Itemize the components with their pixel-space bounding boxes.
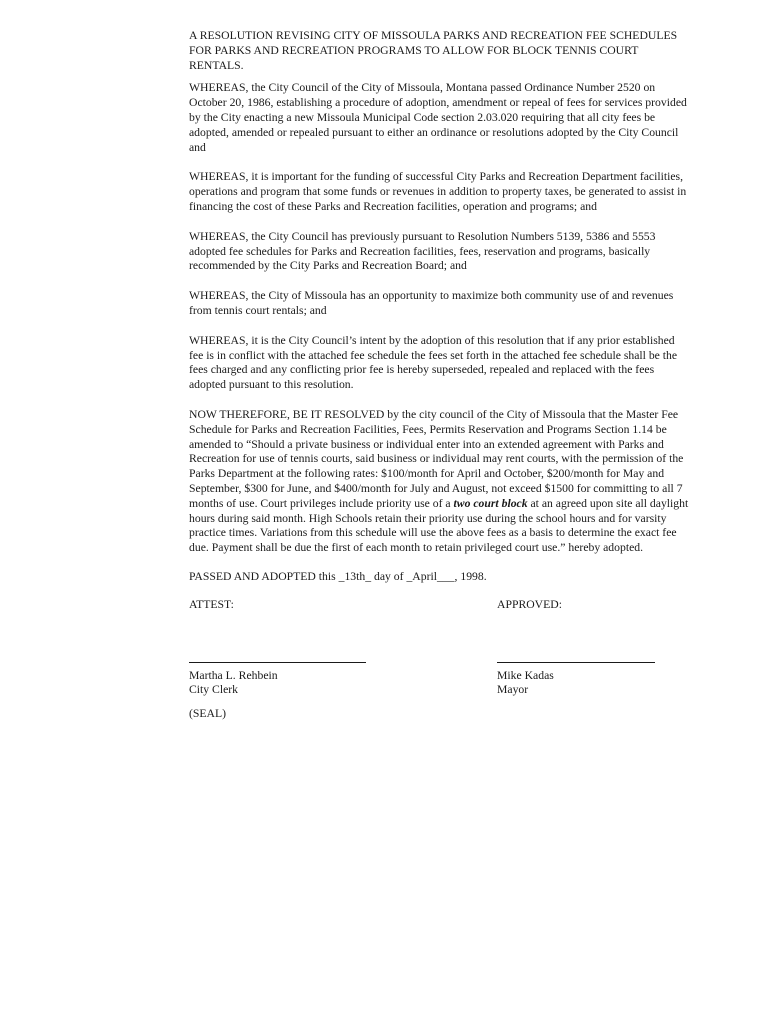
passed-month: _April___ xyxy=(406,569,455,583)
clerk-name: Martha L. Rehbein xyxy=(189,668,278,682)
signature-labels xyxy=(189,598,689,613)
whereas-paragraph-5: WHEREAS, it is the City Council’s intent by the adoption of this resolution that if any prior established fee is in conflict with the attached fee schedule the fees set forth in the attached fee schedule shall be the fees charged and any conflicting prior fee is hereby superseded, repealed and replaced with the fees adopted pursuant to this resolution. xyxy=(189,333,678,392)
clerk-title: City Clerk xyxy=(189,683,239,697)
mayor-signature-block xyxy=(497,661,687,699)
resolved-text-part2: at an agreed upon site all daylight hours during said month. High Schools retain their priority use during the school hours and for varsity practice times. Variations from this schedule will use the above fees as a basis to determine the exact fee due. Payment shall be due the first of each month to retain privileged court use.” hereby adopted. xyxy=(189,496,689,555)
whereas-paragraph-2: WHEREAS, it is important for the funding of successful City Parks and Recreation Department facilities, operations and program that some funds or revenues in addition to property taxes, be generated to assist in financing the cost of these Parks and Recreation facilities, operation and programs; and xyxy=(189,170,687,213)
whereas-paragraph-3: WHEREAS, the City Council has previously pursuant to Resolution Numbers 5139, 5386 and 5553 adopted fee schedules for Parks and Recreation facilities, fees, reservation and programs, basically recommended by the City Parks and Recreation Board; and xyxy=(189,229,656,273)
passed-prefix: PASSED AND ADOPTED this xyxy=(189,569,339,583)
whereas-paragraph-4: WHEREAS, the City of Missoula has an opportunity to maximize both community use of and revenues from tennis court rentals; and xyxy=(189,289,674,317)
mayor-signature-line xyxy=(497,661,655,663)
signature-blocks xyxy=(189,661,689,699)
resolution-title: A RESOLUTION REVISING CITY OF MISSOULA PARKS AND RECREATION FEE SCHEDULES FOR PARKS AND RECREATION PROGRAMS TO ALLOW FOR BLOCK TENNIS COURT RENTALS. xyxy=(189,29,678,72)
resolution-document xyxy=(189,29,689,722)
approved-label: APPROVED: xyxy=(497,597,562,611)
mayor-title: Mayor xyxy=(497,683,529,697)
passed-suffix: , 1998. xyxy=(454,569,487,583)
mayor-name: Mike Kadas xyxy=(497,668,554,682)
attest-label: ATTEST: xyxy=(189,597,234,611)
whereas-paragraph-1: WHEREAS, the City Council of the City of Missoula, Montana passed Ordinance Number 2520 on October 20, 1986, establishing a procedure of adoption, amendment or repeal of fees for services provided by the City enacting a new Missoula Municipal Code section 2.03.020 requiring that all city fees be adopted, amended or repealed pursuant to either an ordinance or resolutions adopted by the City Council and xyxy=(189,81,687,154)
passed-adopted-line xyxy=(189,570,689,585)
resolved-paragraph xyxy=(189,408,689,556)
passed-middle: day of xyxy=(371,569,407,583)
clerk-signature-block xyxy=(189,661,379,699)
resolved-emphasis: two court block xyxy=(453,496,528,510)
clerk-signature-line xyxy=(189,661,366,663)
resolved-text-part1: NOW THEREFORE, BE IT RESOLVED by the city council of the City of Missoula that the Master Fee Schedule for Parks and Recreation Facilities, Fees, Permits Reservation and Programs Section 1.14 be amended to “Should a private business or individual enter into an extended agreement with Parks and Recreation for use of tennis courts, said business or individual may rent courts, with the permission of the Parks Department at the following rates: $100/month for April and October, $200/month for May and September, $300 for June, and $400/month for July and August, not exceed $1500 for committing to all 7 months of use. Court privileges include priority use of a xyxy=(189,407,684,510)
seal-label: (SEAL) xyxy=(189,707,227,721)
passed-day: _13th_ xyxy=(338,569,372,583)
